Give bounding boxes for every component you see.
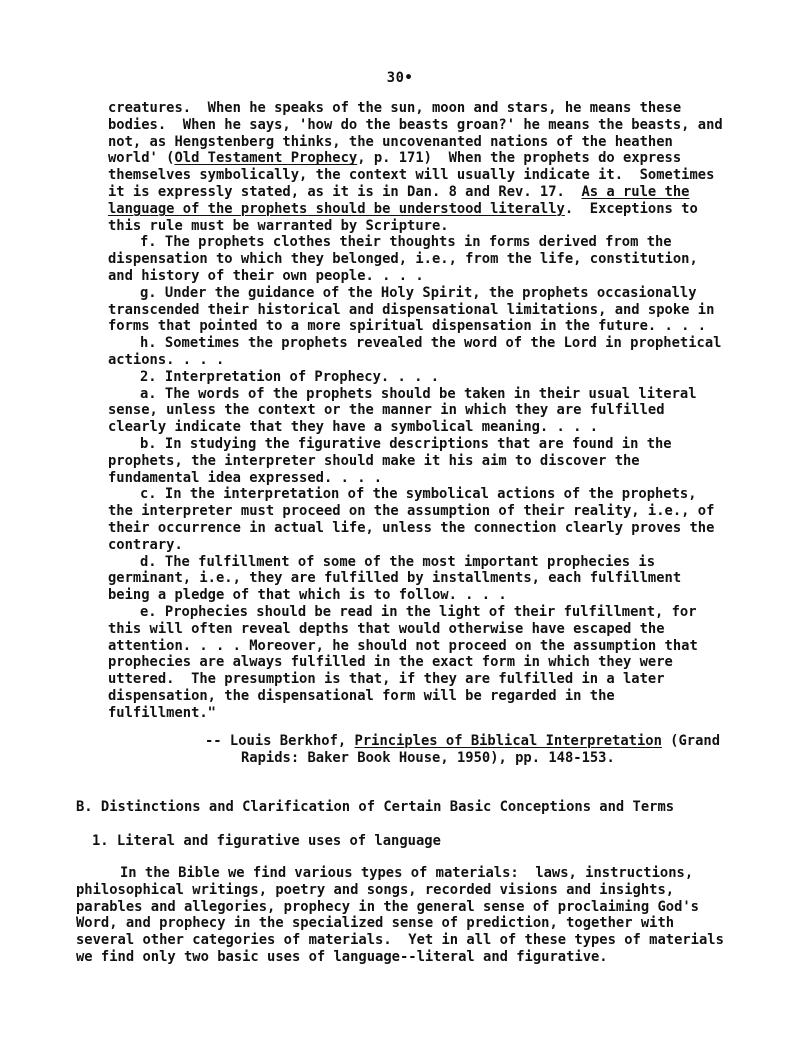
text-line: sense, unless the context or the manner in which they are fulfilled bbox=[108, 402, 665, 419]
citation bbox=[205, 733, 745, 767]
list-item-a: a. The words of the prophets should be taken in their usual literal bbox=[140, 385, 697, 402]
text-line: actions. . . . bbox=[108, 351, 225, 368]
body-paragraph bbox=[76, 865, 736, 966]
list-item-b: b. In studying the figurative descriptions that are found in the bbox=[140, 435, 672, 452]
text-line bbox=[108, 150, 720, 167]
underlined-book-title: Old Testament Prophecy bbox=[174, 150, 358, 167]
text-line: not, as Hengstenberg thinks, the uncovenanted nations of the heathen bbox=[108, 133, 673, 150]
text-line: dispensation, the dispensational form will be regarded in the bbox=[108, 687, 615, 704]
text-line: parables and allegories, prophecy in the general sense of proclaiming God's bbox=[76, 898, 699, 915]
citation-publisher: Rapids: Baker Book House, 1950), pp. 148-153. bbox=[241, 749, 615, 766]
text-line bbox=[108, 201, 720, 218]
text-line: fulfillment." bbox=[108, 704, 216, 721]
subsection-heading: 1. Literal and figurative uses of language bbox=[92, 833, 441, 849]
text-segment: world' ( bbox=[108, 150, 175, 167]
text-line: In the Bible we find various types of materials: laws, instructions, bbox=[120, 865, 694, 881]
text-line: Word, and prophecy in the specialized sense of prediction, together with bbox=[76, 915, 675, 932]
text-line: creatures. When he speaks of the sun, moon and stars, he means these bbox=[108, 100, 682, 116]
text-segment: it is expressly stated, as it is in Dan. 8 and Rev. 17. bbox=[108, 183, 582, 200]
citation-line bbox=[205, 733, 745, 750]
text-line: prophecies are always fulfilled in the exact form in which they were bbox=[108, 654, 673, 671]
text-line: attention. . . . Moreover, he should not proceed on the assumption that bbox=[108, 637, 698, 654]
text-line: clearly indicate that they have a symbolical meaning. . . . bbox=[108, 419, 599, 436]
text-line: uttered. The presumption is that, if they are fulfilled in a later bbox=[108, 671, 665, 688]
text-line: being a pledge of that which is to follow. . . . bbox=[108, 587, 507, 604]
text-line bbox=[108, 184, 720, 201]
underlined-emphasis: language of the prophets should be understood literally bbox=[108, 200, 565, 217]
list-item-h: h. Sometimes the prophets revealed the word of the Lord in prophetical bbox=[140, 335, 722, 352]
text-segment: . Exceptions to bbox=[564, 200, 698, 217]
text-line: bodies. When he says, 'how do the beasts groan?' he means the beasts, and bbox=[108, 116, 723, 133]
text-segment: (Grand bbox=[661, 733, 721, 749]
numbered-heading-2: 2. Interpretation of Prophecy. . . . bbox=[140, 368, 440, 385]
text-line: several other categories of materials. Yet in all of these types of materials bbox=[76, 932, 724, 949]
text-line: this will often reveal depths that would otherwise have escaped the bbox=[108, 620, 665, 637]
list-item-c: c. In the interpretation of the symbolical actions of the prophets, bbox=[140, 486, 697, 503]
list-item-e: e. Prophecies should be read in the light of their fulfillment, for bbox=[140, 603, 697, 620]
citation-author: -- Louis Berkhof, bbox=[205, 733, 355, 749]
section-heading: B. Distinctions and Clarification of Certain Basic Conceptions and Terms bbox=[76, 799, 675, 815]
text-line: prophets, the interpreter should make it his aim to discover the bbox=[108, 452, 640, 469]
list-item-d: d. The fulfillment of some of the most important prophecies is bbox=[140, 553, 655, 570]
text-line: the interpreter must proceed on the assumption of their reality, i.e., of bbox=[108, 503, 715, 520]
page-number: 30• bbox=[386, 70, 414, 86]
text-line: dispensation to which they belonged, i.e., from the life, constitution, bbox=[108, 251, 698, 268]
text-line: contrary. bbox=[108, 536, 183, 553]
text-line: themselves symbolically, the context will usually indicate it. Sometimes bbox=[108, 167, 715, 184]
underlined-emphasis: As a rule the bbox=[581, 183, 690, 200]
text-segment: , p. 171) When the prophets do express bbox=[357, 150, 682, 167]
text-line: we find only two basic uses of language--literal and figurative. bbox=[76, 948, 608, 965]
text-line: and history of their own people. . . . bbox=[108, 267, 424, 284]
citation-book-title: Principles of Biblical Interpretation bbox=[354, 733, 662, 749]
text-line: this rule must be warranted by Scripture. bbox=[108, 217, 449, 234]
text-line: forms that pointed to a more spiritual dispensation in the future. . . . bbox=[108, 318, 707, 335]
text-line: fundamental idea expressed. . . . bbox=[108, 469, 383, 486]
quoted-passage bbox=[108, 100, 723, 721]
text-line: their occurrence in actual life, unless the connection clearly proves the bbox=[108, 519, 715, 536]
text-line: philosophical writings, poetry and songs, recorded visions and insights, bbox=[76, 881, 675, 898]
text-line: transcended their historical and dispensational limitations, and spoke in bbox=[108, 301, 715, 318]
text-line: germinant, i.e., they are fulfilled by installments, each fulfillment bbox=[108, 570, 682, 587]
list-item-g: g. Under the guidance of the Holy Spirit, the prophets occasionally bbox=[140, 284, 697, 301]
list-item-f: f. The prophets clothes their thoughts in forms derived from the bbox=[140, 234, 672, 251]
